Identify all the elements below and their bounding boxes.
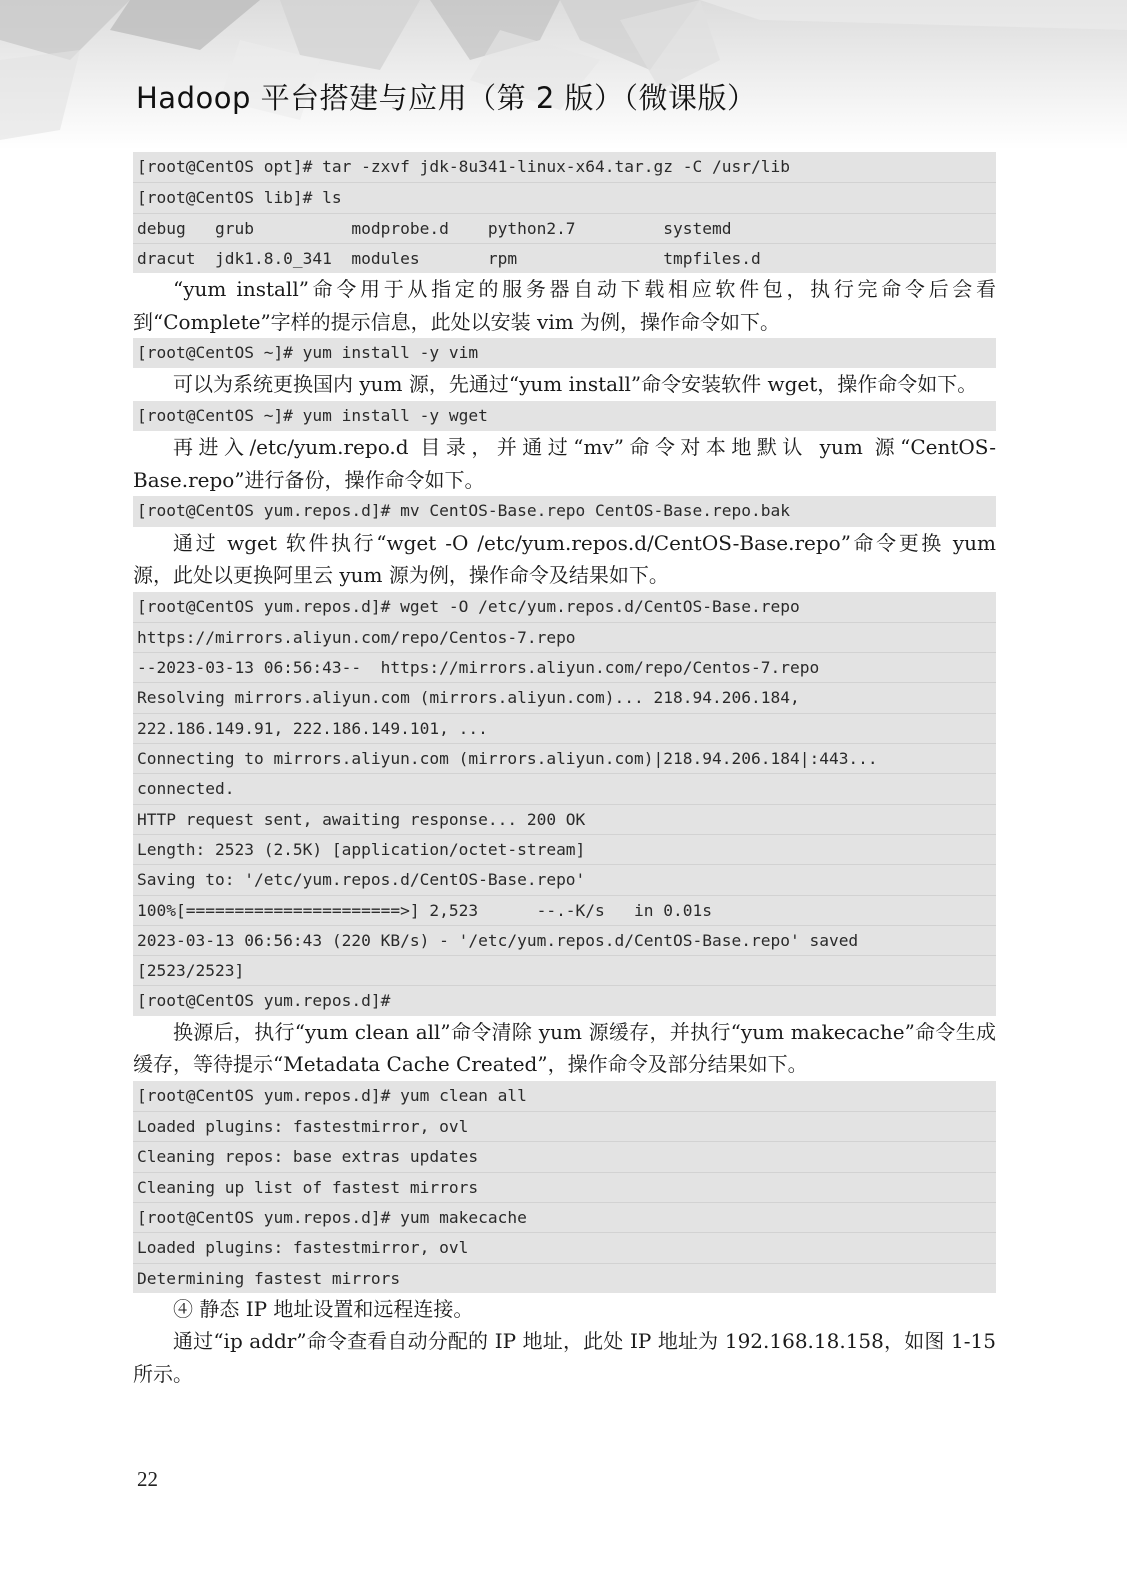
code-line: Saving to: '/etc/yum.repos.d/CentOS-Base.repo' [133, 864, 996, 894]
code-line: --2023-03-13 06:56:43-- https://mirrors.aliyun.com/repo/Centos-7.repo [133, 652, 996, 682]
code-block [133, 152, 996, 273]
book-title: Hadoop 平台搭建与应用（第 2 版）（微课版） [136, 81, 757, 115]
code-line: Cleaning repos: base extras updates [133, 1141, 996, 1171]
header-cube-pattern [0, 0, 1127, 150]
page-content [133, 152, 996, 1390]
code-line: https://mirrors.aliyun.com/repo/Centos-7.repo [133, 622, 996, 652]
body-paragraph: ④ 静态 IP 地址设置和远程连接。 [173, 1296, 474, 1321]
code-block [133, 401, 996, 431]
body-paragraph: 可以为系统更换国内 yum 源，先通过“yum install”命令安装软件 wget，操作命令如下。 [173, 372, 978, 397]
code-line: 100%[======================>] 2,523 --.-K/s in 0.01s [133, 895, 996, 925]
code-line: Resolving mirrors.aliyun.com (mirrors.aliyun.com)... 218.94.206.184, [133, 682, 996, 712]
code-line: Cleaning up list of fastest mirrors [133, 1172, 996, 1202]
body-paragraph: 换源后，执行“yum clean all”命令清除 yum 源缓存，并执行“yum makecache”命令生成缓存，等待提示“Metadata Cache Created”，操作命令及部分结果如下。 [133, 1019, 996, 1077]
code-line: 2023-03-13 06:56:43 (220 KB/s) - '/etc/yum.repos.d/CentOS-Base.repo' saved [133, 925, 996, 955]
code-line: [root@CentOS ~]# yum install -y wget [137, 405, 488, 425]
code-line: [root@CentOS yum.repos.d]# wget -O /etc/yum.repos.d/CentOS-Base.repo [137, 596, 800, 616]
code-line: Connecting to mirrors.aliyun.com (mirrors.aliyun.com)|218.94.206.184|:443... [133, 743, 996, 773]
code-block [133, 592, 996, 1016]
code-line: [root@CentOS yum.repos.d]# [133, 985, 996, 1015]
body-paragraph: 再进入/etc/yum.repo.d 目录，并通过“mv”命令对本地默认 yum 源“CentOS-Base.repo”进行备份，操作命令如下。 [133, 435, 996, 492]
code-line: [root@CentOS lib]# ls [133, 182, 996, 212]
code-line: connected. [133, 773, 996, 803]
body-paragraph: 通过 wget 软件执行“wget -O /etc/yum.repos.d/CentOS-Base.repo”命令更换 yum 源，此处以更换阿里云 yum 源为例，操作命令及结果如下。 [133, 530, 996, 588]
code-line: [root@CentOS ~]# yum install -y vim [137, 343, 479, 363]
code-line: dracut jdk1.8.0_341 modules rpm tmpfiles.d [133, 243, 996, 273]
code-block [133, 496, 996, 526]
code-line: Length: 2523 (2.5K) [application/octet-stream] [133, 834, 996, 864]
code-line: Loaded plugins: fastestmirror, ovl [133, 1111, 996, 1141]
code-line: [root@CentOS yum.repos.d]# yum clean all [137, 1085, 527, 1105]
code-line: 222.186.149.91, 222.186.149.101, ... [133, 713, 996, 743]
code-line: HTTP request sent, awaiting response... 200 OK [133, 804, 996, 834]
code-line: [root@CentOS yum.repos.d]# mv CentOS-Base.repo CentOS-Base.repo.bak [137, 501, 790, 521]
body-paragraph: 通过“ip addr”命令查看自动分配的 IP 地址，此处 IP 地址为 192.168.18.158，如图 1-15 所示。 [133, 1329, 996, 1386]
code-block [133, 338, 996, 368]
code-line: [root@CentOS opt]# tar -zxvf jdk-8u341-linux-x64.tar.gz -C /usr/lib [137, 157, 790, 176]
body-paragraph: “yum install”命令用于从指定的服务器自动下载相应软件包，执行完命令后会看到“Complete”字样的提示信息，此处以安装 vim 为例，操作命令如下。 [133, 277, 996, 334]
code-line: Loaded plugins: fastestmirror, ovl [133, 1232, 996, 1262]
header-decoration [0, 0, 1127, 150]
page-number: 22 [137, 1467, 158, 1491]
code-line: [2523/2523] [133, 955, 996, 985]
code-line: Determining fastest mirrors [133, 1263, 996, 1293]
code-line: [root@CentOS yum.repos.d]# yum makecache [133, 1202, 996, 1232]
code-line: debug grub modprobe.d python2.7 systemd [133, 213, 996, 243]
code-block [133, 1081, 996, 1293]
